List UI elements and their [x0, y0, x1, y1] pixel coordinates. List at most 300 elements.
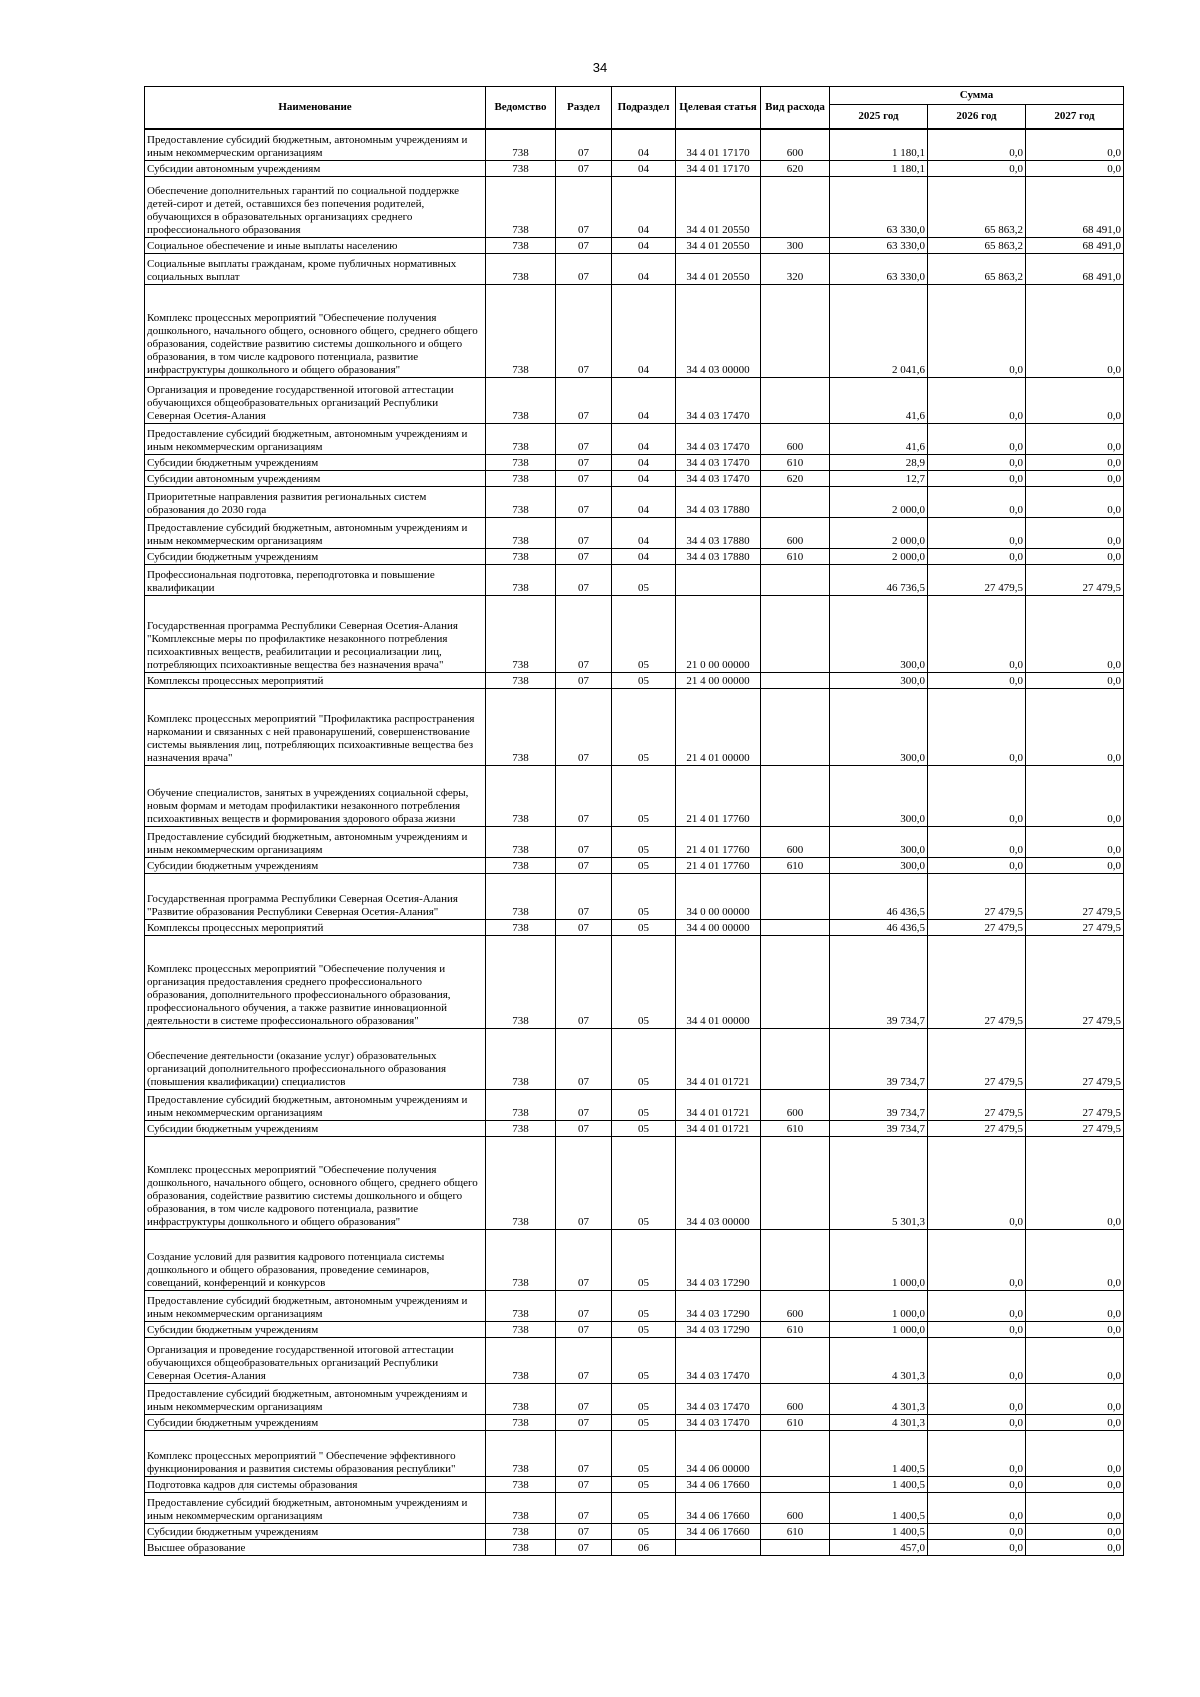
- cell-exp-type: [761, 1430, 830, 1476]
- table-row: [145, 688, 1124, 765]
- cell-dept: 738: [486, 1414, 556, 1430]
- cell-2026: 0,0: [928, 1136, 1026, 1229]
- cell-2027: 27 479,5: [1026, 1089, 1124, 1120]
- cell-dept: 738: [486, 765, 556, 826]
- cell-dept: 738: [486, 1539, 556, 1555]
- cell-2026: 0,0: [928, 454, 1026, 470]
- cell-2027: 27 479,5: [1026, 1120, 1124, 1136]
- cell-2026: 65 863,2: [928, 253, 1026, 284]
- cell-2027: 27 479,5: [1026, 564, 1124, 595]
- cell-dept: 738: [486, 1476, 556, 1492]
- cell-section: 07: [556, 1120, 612, 1136]
- cell-target: 34 4 01 01721: [676, 1120, 761, 1136]
- cell-2025: 1 000,0: [830, 1290, 928, 1321]
- table-row: [145, 284, 1124, 377]
- cell-2027: 0,0: [1026, 826, 1124, 857]
- cell-subsection: 04: [612, 237, 676, 253]
- cell-2025: 4 301,3: [830, 1383, 928, 1414]
- table-row: [145, 857, 1124, 873]
- cell-target: 34 4 03 17470: [676, 1383, 761, 1414]
- cell-dept: 738: [486, 1120, 556, 1136]
- table-row: [145, 1321, 1124, 1337]
- cell-subsection: 05: [612, 1089, 676, 1120]
- cell-2027: 27 479,5: [1026, 1028, 1124, 1089]
- cell-section: 07: [556, 564, 612, 595]
- cell-2027: 0,0: [1026, 672, 1124, 688]
- cell-subsection: 05: [612, 765, 676, 826]
- table-row: [145, 470, 1124, 486]
- cell-dept: 738: [486, 486, 556, 517]
- cell-2027: 0,0: [1026, 454, 1124, 470]
- table-row: [145, 1523, 1124, 1539]
- cell-2026: 0,0: [928, 1321, 1026, 1337]
- cell-dept: 738: [486, 1229, 556, 1290]
- cell-exp-type: [761, 1337, 830, 1383]
- cell-2027: 0,0: [1026, 765, 1124, 826]
- cell-2026: 0,0: [928, 672, 1026, 688]
- cell-exp-type: 600: [761, 423, 830, 454]
- cell-exp-type: 600: [761, 517, 830, 548]
- cell-name: Комплекс процессных мероприятий " Обеспечение эффективного функционирования и развития системы образования республики": [145, 1430, 486, 1476]
- cell-exp-type: 620: [761, 160, 830, 176]
- cell-subsection: 05: [612, 935, 676, 1028]
- cell-2027: 68 491,0: [1026, 237, 1124, 253]
- cell-dept: 738: [486, 688, 556, 765]
- cell-name: Создание условий для развития кадрового потенциала системы дошкольного и общего образования, проведение семинаров, совещаний, конференций и конкурсов: [145, 1229, 486, 1290]
- table-row: [145, 595, 1124, 672]
- cell-dept: 738: [486, 1136, 556, 1229]
- cell-subsection: 04: [612, 517, 676, 548]
- cell-name: Государственная программа Республики Северная Осетия-Алания "Комплексные меры по профилактике незаконного потребления психоактивных веществ, реабилитации и ресоциализации лиц, потребляющих психоактивные вещества без назначения врача": [145, 595, 486, 672]
- cell-2026: 0,0: [928, 548, 1026, 564]
- cell-2025: 300,0: [830, 595, 928, 672]
- cell-2025: 46 436,5: [830, 873, 928, 919]
- cell-dept: 738: [486, 1383, 556, 1414]
- cell-name: Субсидии бюджетным учреждениям: [145, 1120, 486, 1136]
- cell-section: 07: [556, 1414, 612, 1430]
- cell-section: 07: [556, 935, 612, 1028]
- cell-target: 34 4 03 17290: [676, 1229, 761, 1290]
- cell-target: 34 4 06 17660: [676, 1476, 761, 1492]
- cell-subsection: 05: [612, 1383, 676, 1414]
- cell-2026: 0,0: [928, 1229, 1026, 1290]
- cell-name: Обеспечение дополнительных гарантий по социальной поддержке детей-сирот и детей, оставшихся без попечения родителей, обучающихся в образовательных организациях среднего профессионального образования: [145, 176, 486, 237]
- cell-2026: 27 479,5: [928, 1028, 1026, 1089]
- table-row: [145, 1337, 1124, 1383]
- cell-target: 34 4 03 17290: [676, 1290, 761, 1321]
- table-row: [145, 1290, 1124, 1321]
- cell-target: 34 4 03 00000: [676, 1136, 761, 1229]
- cell-2027: 0,0: [1026, 1290, 1124, 1321]
- cell-2026: 0,0: [928, 1492, 1026, 1523]
- cell-subsection: 05: [612, 672, 676, 688]
- page-number: 34: [592, 60, 608, 75]
- cell-name: Комплексы процессных мероприятий: [145, 672, 486, 688]
- cell-2026: 0,0: [928, 1337, 1026, 1383]
- cell-2027: 0,0: [1026, 1383, 1124, 1414]
- cell-exp-type: [761, 1539, 830, 1555]
- cell-dept: 738: [486, 1321, 556, 1337]
- cell-2027: 0,0: [1026, 1430, 1124, 1476]
- cell-2026: 0,0: [928, 857, 1026, 873]
- cell-target: 34 4 03 17470: [676, 470, 761, 486]
- table-row: [145, 564, 1124, 595]
- cell-2027: 0,0: [1026, 517, 1124, 548]
- cell-2025: 63 330,0: [830, 237, 928, 253]
- cell-subsection: 04: [612, 548, 676, 564]
- table-row: [145, 1136, 1124, 1229]
- header-year-2025: 2025 год: [830, 105, 928, 130]
- cell-subsection: 05: [612, 1229, 676, 1290]
- cell-subsection: 05: [612, 1337, 676, 1383]
- cell-2026: 27 479,5: [928, 873, 1026, 919]
- cell-2026: 65 863,2: [928, 176, 1026, 237]
- cell-2026: 0,0: [928, 1414, 1026, 1430]
- cell-2025: 300,0: [830, 857, 928, 873]
- cell-subsection: 04: [612, 470, 676, 486]
- cell-2025: 1 180,1: [830, 160, 928, 176]
- cell-dept: 738: [486, 253, 556, 284]
- cell-2025: 300,0: [830, 672, 928, 688]
- cell-2026: 0,0: [928, 595, 1026, 672]
- cell-subsection: 04: [612, 454, 676, 470]
- cell-exp-type: 610: [761, 1120, 830, 1136]
- cell-dept: 738: [486, 919, 556, 935]
- cell-name: Комплекс процессных мероприятий "Обеспечение получения дошкольного, начального общего, основного общего, среднего общего образования, содействие развитию системы дошкольного и общего образования, в том числе кадрового потенциала, развитие инфраструктуры дошкольного и общего образования": [145, 1136, 486, 1229]
- cell-section: 07: [556, 237, 612, 253]
- cell-name: Субсидии бюджетным учреждениям: [145, 1523, 486, 1539]
- cell-2026: 0,0: [928, 517, 1026, 548]
- table-row: [145, 1028, 1124, 1089]
- cell-name: Предоставление субсидий бюджетным, автономным учреждениям и иным некоммерческим организациям: [145, 1383, 486, 1414]
- cell-target: 34 4 03 17470: [676, 1337, 761, 1383]
- cell-2027: 27 479,5: [1026, 873, 1124, 919]
- cell-2026: 0,0: [928, 1539, 1026, 1555]
- cell-name: Субсидии бюджетным учреждениям: [145, 548, 486, 564]
- cell-subsection: 04: [612, 423, 676, 454]
- cell-dept: 738: [486, 176, 556, 237]
- cell-name: Субсидии автономным учреждениям: [145, 470, 486, 486]
- cell-exp-type: 600: [761, 129, 830, 160]
- cell-name: Предоставление субсидий бюджетным, автономным учреждениям и иным некоммерческим организациям: [145, 1492, 486, 1523]
- cell-dept: 738: [486, 595, 556, 672]
- cell-2026: 0,0: [928, 423, 1026, 454]
- cell-target: 34 4 01 20550: [676, 253, 761, 284]
- cell-dept: 738: [486, 237, 556, 253]
- table-row: [145, 935, 1124, 1028]
- table-row: [145, 1539, 1124, 1555]
- cell-name: Обучение специалистов, занятых в учреждениях социальной сферы, новым формам и методам профилактики незаконного потребления психоактивных веществ и формирования здорового образа жизни: [145, 765, 486, 826]
- cell-dept: 738: [486, 284, 556, 377]
- table-row: [145, 548, 1124, 564]
- table-row: [145, 1383, 1124, 1414]
- cell-target: 34 4 01 01721: [676, 1028, 761, 1089]
- cell-exp-type: [761, 873, 830, 919]
- cell-2026: 27 479,5: [928, 1120, 1026, 1136]
- cell-dept: 738: [486, 517, 556, 548]
- cell-name: Приоритетные направления развития региональных систем образования до 2030 года: [145, 486, 486, 517]
- cell-target: 34 4 03 17470: [676, 1414, 761, 1430]
- cell-dept: 738: [486, 1028, 556, 1089]
- cell-2026: 0,0: [928, 1383, 1026, 1414]
- cell-subsection: 05: [612, 1523, 676, 1539]
- cell-exp-type: [761, 935, 830, 1028]
- cell-name: Государственная программа Республики Северная Осетия-Алания "Развитие образования Республики Северная Осетия-Алания": [145, 873, 486, 919]
- cell-target: 34 4 00 00000: [676, 919, 761, 935]
- cell-exp-type: 600: [761, 1383, 830, 1414]
- cell-2027: 0,0: [1026, 1414, 1124, 1430]
- cell-2027: 0,0: [1026, 1523, 1124, 1539]
- cell-exp-type: [761, 486, 830, 517]
- table-row: [145, 176, 1124, 237]
- cell-name: Предоставление субсидий бюджетным, автономным учреждениям и иным некоммерческим организациям: [145, 826, 486, 857]
- cell-section: 07: [556, 253, 612, 284]
- cell-2026: 0,0: [928, 160, 1026, 176]
- cell-2025: 1 400,5: [830, 1430, 928, 1476]
- cell-subsection: 05: [612, 1290, 676, 1321]
- table-row: [145, 377, 1124, 423]
- table-row: [145, 1476, 1124, 1492]
- cell-subsection: 05: [612, 826, 676, 857]
- cell-dept: 738: [486, 672, 556, 688]
- cell-target: 21 4 00 00000: [676, 672, 761, 688]
- cell-exp-type: 610: [761, 1321, 830, 1337]
- cell-2027: 0,0: [1026, 423, 1124, 454]
- header-dept: Ведомство: [486, 87, 556, 130]
- cell-exp-type: [761, 1476, 830, 1492]
- cell-2025: 28,9: [830, 454, 928, 470]
- cell-name: Высшее образование: [145, 1539, 486, 1555]
- cell-2025: 4 301,3: [830, 1414, 928, 1430]
- cell-subsection: 05: [612, 1430, 676, 1476]
- cell-section: 07: [556, 857, 612, 873]
- cell-subsection: 04: [612, 377, 676, 423]
- cell-subsection: 06: [612, 1539, 676, 1555]
- cell-section: 07: [556, 377, 612, 423]
- cell-dept: 738: [486, 1290, 556, 1321]
- cell-target: 34 4 03 17880: [676, 517, 761, 548]
- cell-dept: 738: [486, 873, 556, 919]
- cell-subsection: 05: [612, 1120, 676, 1136]
- cell-2026: 0,0: [928, 486, 1026, 517]
- cell-2026: 65 863,2: [928, 237, 1026, 253]
- table-row: [145, 160, 1124, 176]
- cell-name: Субсидии автономным учреждениям: [145, 160, 486, 176]
- cell-2025: 1 400,5: [830, 1492, 928, 1523]
- cell-2026: 0,0: [928, 129, 1026, 160]
- cell-target: 34 4 03 17470: [676, 454, 761, 470]
- cell-target: 34 4 06 00000: [676, 1430, 761, 1476]
- cell-exp-type: [761, 284, 830, 377]
- cell-section: 07: [556, 1337, 612, 1383]
- cell-section: 07: [556, 1523, 612, 1539]
- table-row: [145, 1414, 1124, 1430]
- cell-2027: 68 491,0: [1026, 176, 1124, 237]
- cell-2026: 27 479,5: [928, 919, 1026, 935]
- cell-subsection: 05: [612, 919, 676, 935]
- cell-target: 34 4 03 17290: [676, 1321, 761, 1337]
- table-row: [145, 873, 1124, 919]
- cell-2025: 63 330,0: [830, 176, 928, 237]
- cell-target: 34 4 03 17470: [676, 423, 761, 454]
- cell-2026: 0,0: [928, 688, 1026, 765]
- cell-name: Обеспечение деятельности (оказание услуг) образовательных организаций дополнительного профессионального образования (повышения квалификации) специалистов: [145, 1028, 486, 1089]
- cell-target: 34 4 01 17170: [676, 160, 761, 176]
- table-row: [145, 1120, 1124, 1136]
- cell-name: Предоставление субсидий бюджетным, автономным учреждениям и иным некоммерческим организациям: [145, 129, 486, 160]
- cell-2025: 1 000,0: [830, 1229, 928, 1290]
- cell-exp-type: 610: [761, 454, 830, 470]
- cell-subsection: 05: [612, 1492, 676, 1523]
- cell-section: 07: [556, 595, 612, 672]
- cell-subsection: 05: [612, 857, 676, 873]
- cell-exp-type: 600: [761, 1290, 830, 1321]
- cell-2027: 0,0: [1026, 160, 1124, 176]
- cell-2027: 0,0: [1026, 595, 1124, 672]
- table-row: [145, 423, 1124, 454]
- cell-section: 07: [556, 1539, 612, 1555]
- cell-dept: 738: [486, 826, 556, 857]
- cell-2025: 46 736,5: [830, 564, 928, 595]
- cell-2027: 0,0: [1026, 1136, 1124, 1229]
- cell-subsection: 05: [612, 873, 676, 919]
- cell-2027: 0,0: [1026, 1476, 1124, 1492]
- cell-dept: 738: [486, 1492, 556, 1523]
- cell-exp-type: [761, 1229, 830, 1290]
- cell-exp-type: [761, 765, 830, 826]
- cell-name: Предоставление субсидий бюджетным, автономным учреждениям и иным некоммерческим организациям: [145, 1290, 486, 1321]
- cell-dept: 738: [486, 564, 556, 595]
- cell-2026: 27 479,5: [928, 564, 1026, 595]
- cell-2025: 39 734,7: [830, 1089, 928, 1120]
- cell-section: 07: [556, 176, 612, 237]
- cell-2027: 0,0: [1026, 688, 1124, 765]
- cell-exp-type: 620: [761, 470, 830, 486]
- cell-2027: 27 479,5: [1026, 919, 1124, 935]
- cell-2025: 300,0: [830, 826, 928, 857]
- cell-subsection: 04: [612, 253, 676, 284]
- cell-target: 34 4 03 17880: [676, 548, 761, 564]
- cell-subsection: 04: [612, 129, 676, 160]
- cell-2027: 68 491,0: [1026, 253, 1124, 284]
- table-row: [145, 454, 1124, 470]
- cell-2027: 0,0: [1026, 1539, 1124, 1555]
- cell-section: 07: [556, 129, 612, 160]
- table-row: [145, 765, 1124, 826]
- cell-dept: 738: [486, 129, 556, 160]
- cell-target: 34 4 03 17880: [676, 486, 761, 517]
- cell-2025: 1 000,0: [830, 1321, 928, 1337]
- cell-section: 07: [556, 688, 612, 765]
- header-year-2027: 2027 год: [1026, 105, 1124, 130]
- cell-exp-type: 600: [761, 826, 830, 857]
- cell-exp-type: 610: [761, 1523, 830, 1539]
- table-row: [145, 919, 1124, 935]
- cell-section: 07: [556, 765, 612, 826]
- cell-2027: 0,0: [1026, 857, 1124, 873]
- cell-dept: 738: [486, 454, 556, 470]
- cell-target: 34 4 03 00000: [676, 284, 761, 377]
- cell-dept: 738: [486, 423, 556, 454]
- cell-2025: 12,7: [830, 470, 928, 486]
- cell-name: Предоставление субсидий бюджетным, автономным учреждениям и иным некоммерческим организациям: [145, 1089, 486, 1120]
- cell-section: 07: [556, 1321, 612, 1337]
- cell-exp-type: [761, 672, 830, 688]
- header-section: Раздел: [556, 87, 612, 130]
- cell-subsection: 05: [612, 595, 676, 672]
- cell-section: 07: [556, 160, 612, 176]
- cell-2026: 27 479,5: [928, 935, 1026, 1028]
- cell-target: 34 4 01 20550: [676, 237, 761, 253]
- table-header: [145, 87, 1124, 130]
- cell-2027: 0,0: [1026, 1321, 1124, 1337]
- cell-name: Организация и проведение государственной итоговой аттестации обучающихся общеобразовательных организаций Республики Северная Осетия-Алания: [145, 377, 486, 423]
- cell-2025: 2 000,0: [830, 517, 928, 548]
- cell-2026: 0,0: [928, 826, 1026, 857]
- cell-section: 07: [556, 517, 612, 548]
- cell-name: Подготовка кадров для системы образования: [145, 1476, 486, 1492]
- table-row: [145, 253, 1124, 284]
- cell-dept: 738: [486, 548, 556, 564]
- cell-exp-type: 610: [761, 857, 830, 873]
- cell-2027: 0,0: [1026, 377, 1124, 423]
- cell-2025: 300,0: [830, 688, 928, 765]
- cell-dept: 738: [486, 1430, 556, 1476]
- header-subsection: Подраздел: [612, 87, 676, 130]
- cell-exp-type: [761, 176, 830, 237]
- cell-subsection: 05: [612, 1476, 676, 1492]
- table-row: [145, 237, 1124, 253]
- cell-exp-type: 600: [761, 1492, 830, 1523]
- cell-name: Субсидии бюджетным учреждениям: [145, 1414, 486, 1430]
- table-row: [145, 129, 1124, 160]
- cell-subsection: 04: [612, 486, 676, 517]
- cell-subsection: 05: [612, 1136, 676, 1229]
- header-year-2026: 2026 год: [928, 105, 1026, 130]
- cell-2027: 27 479,5: [1026, 935, 1124, 1028]
- cell-section: 07: [556, 672, 612, 688]
- table-row: [145, 1430, 1124, 1476]
- cell-2027: 0,0: [1026, 486, 1124, 517]
- cell-target: 34 4 01 20550: [676, 176, 761, 237]
- cell-name: Субсидии бюджетным учреждениям: [145, 857, 486, 873]
- cell-section: 07: [556, 1476, 612, 1492]
- cell-2027: 0,0: [1026, 470, 1124, 486]
- cell-dept: 738: [486, 1337, 556, 1383]
- cell-target: 34 0 00 00000: [676, 873, 761, 919]
- cell-exp-type: [761, 1136, 830, 1229]
- header-sum: Сумма: [830, 87, 1124, 105]
- cell-2025: 39 734,7: [830, 935, 928, 1028]
- cell-subsection: 05: [612, 688, 676, 765]
- cell-2026: 0,0: [928, 765, 1026, 826]
- cell-exp-type: 320: [761, 253, 830, 284]
- cell-2025: 1 180,1: [830, 129, 928, 160]
- table-row: [145, 672, 1124, 688]
- cell-section: 07: [556, 470, 612, 486]
- cell-dept: 738: [486, 470, 556, 486]
- cell-target: 34 4 01 01721: [676, 1089, 761, 1120]
- cell-subsection: 05: [612, 1321, 676, 1337]
- cell-2025: 457,0: [830, 1539, 928, 1555]
- cell-dept: 738: [486, 377, 556, 423]
- cell-2025: 2 000,0: [830, 486, 928, 517]
- cell-exp-type: [761, 564, 830, 595]
- cell-name: Субсидии бюджетным учреждениям: [145, 1321, 486, 1337]
- cell-exp-type: [761, 919, 830, 935]
- table-row: [145, 1089, 1124, 1120]
- cell-target: 21 4 01 17760: [676, 857, 761, 873]
